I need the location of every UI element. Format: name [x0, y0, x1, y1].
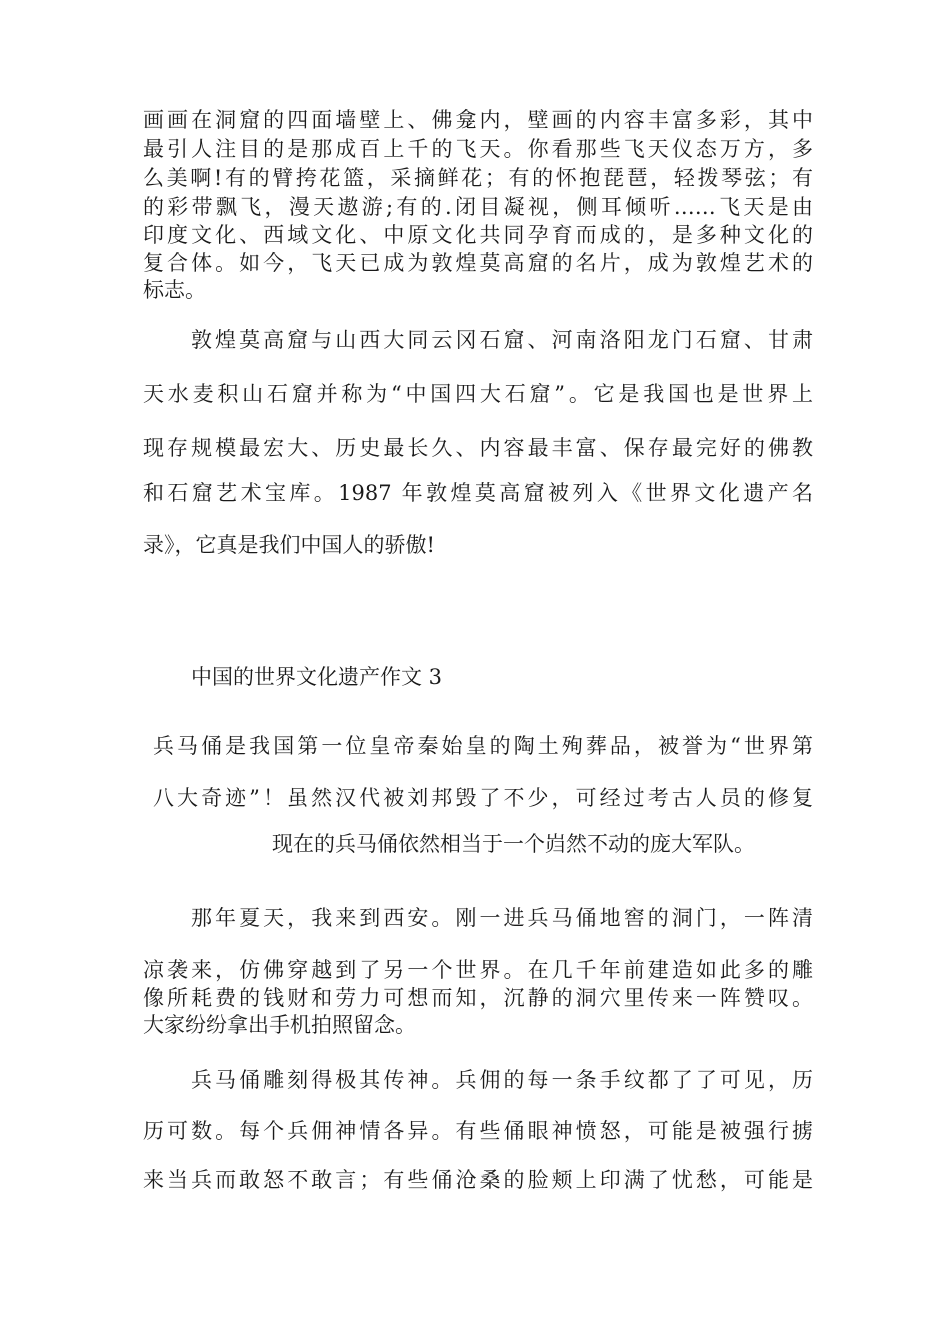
text-line: 和石窟艺术宝库。1987 年敦煌莫高窟被列入《世界文化遗产名 — [143, 481, 813, 505]
text-line: 历可数。每个兵佣神情各异。有些俑眼神愤怒，可能是被强行掳 — [143, 1119, 813, 1143]
text-line: 大家纷纷拿出手机拍照留念。 — [143, 1013, 416, 1037]
text-line: 现存规模最宏大、历史最长久、内容最丰富、保存最完好的佛教 — [143, 436, 813, 460]
text-line: 兵马俑雕刻得极其传神。兵佣的每一条手纹都了了可见，历 — [191, 1068, 813, 1092]
text-line: 天水麦积山石窟并称为“中国四大石窟”。它是我国也是世界上 — [143, 382, 813, 406]
text-line: 敦煌莫高窟与山西大同云冈石窟、河南洛阳龙门石窟、甘肃 — [191, 328, 813, 352]
text-line: 来当兵而敢怒不敢言；有些俑沧桑的脸颊上印满了忧愁，可能是 — [143, 1168, 813, 1192]
text-line: 那年夏天，我来到西安。刚一进兵马俑地窖的洞门，一阵清 — [191, 906, 813, 930]
text-line: 凉袭来，仿佛穿越到了另一个世界。在几千年前建造如此多的雕 — [143, 958, 813, 982]
section-heading: 中国的世界文化遗产作文 3 — [191, 665, 443, 689]
text-line: 像所耗费的钱财和劳力可想而知，沉静的洞穴里传来一阵赞叹。 — [143, 986, 813, 1010]
text-line: 的彩带飘飞，漫天遨游;有的.闭目凝视，侧耳倾听……飞天是由 — [143, 195, 813, 219]
text-line: 复合体。如今，飞天已成为敦煌莫高窟的名片，成为敦煌艺术的 — [143, 251, 813, 275]
text-line: 兵马俑是我国第一位皇帝秦始皇的陶土殉葬品，被誉为“世界第 — [153, 734, 813, 758]
text-line: 么美啊!有的臂挎花篮，采摘鲜花；有的怀抱琵琶，轻拨琴弦；有 — [143, 166, 813, 190]
text-line: 现在的兵马俑依然相当于一个岿然不动的庞大军队。 — [272, 832, 755, 856]
text-line: 八大奇迹”！虽然汉代被刘邦毁了不少，可经过考古人员的修复 — [153, 786, 813, 810]
text-line: 录》，它真是我们中国人的骄傲! — [143, 533, 435, 557]
text-line: 印度文化、西域文化、中原文化共同孕育而成的，是多种文化的 — [143, 223, 813, 247]
text-line: 画画在洞窟的四面墙壁上、佛龛内，壁画的内容丰富多彩，其中 — [143, 108, 813, 132]
text-line: 最引人注目的是那成百上千的飞天。你看那些飞天仪态万方，多 — [143, 137, 813, 161]
text-line: 标志。 — [143, 278, 206, 302]
